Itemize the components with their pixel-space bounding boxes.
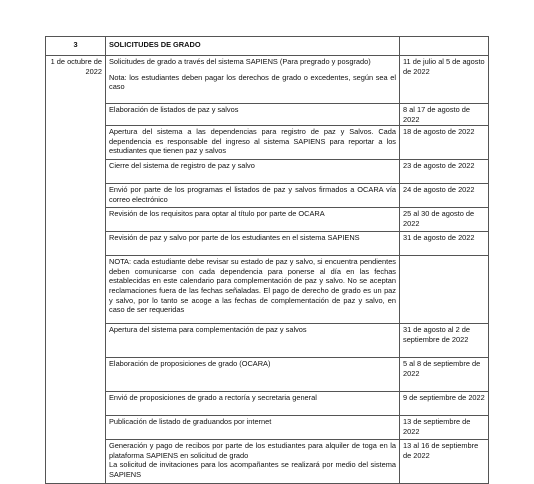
table-row (46, 56, 489, 104)
table-row (46, 256, 489, 324)
date-cell: 31 de agosto de 2022 (400, 232, 489, 256)
section-title: SOLICITUDES DE GRADO (106, 37, 400, 56)
table-row (46, 440, 489, 484)
table-row (46, 104, 489, 126)
activity-cell (106, 56, 400, 104)
table-row (46, 232, 489, 256)
activity-cell (106, 440, 400, 484)
activity-text: Generación y pago de recibos por parte de los estudiantes para alquiler de toga en la plataforma SAPIENS en solicitud de grado (109, 441, 396, 460)
table-row (46, 416, 489, 440)
start-date-cell: 1 de octubre de 2022 (46, 56, 106, 484)
table-row (46, 126, 489, 160)
activity-cell: Apertura del sistema para complementación de paz y salvos (106, 324, 400, 358)
date-cell: 24 de agosto de 2022 (400, 184, 489, 208)
date-cell: 9 de septiembre de 2022 (400, 392, 489, 416)
activity-cell: Revisión de paz y salvo por parte de los estudiantes en el sistema SAPIENS (106, 232, 400, 256)
date-cell: 23 de agosto de 2022 (400, 160, 489, 184)
date-cell: 13 de septiembre de 2022 (400, 416, 489, 440)
table-row (46, 392, 489, 416)
activity-cell: Elaboración de proposiciones de grado (OCARA) (106, 358, 400, 392)
date-cell: 25 al 30 de agosto de 2022 (400, 208, 489, 232)
table-row (46, 184, 489, 208)
activity-cell: Elaboración de listados de paz y salvos (106, 104, 400, 126)
activity-cell: Revisión de los requisitos para optar al título por parte de OCARA (106, 208, 400, 232)
table-row (46, 160, 489, 184)
table-row (46, 358, 489, 392)
activity-cell: Publicación de listado de graduandos por internet (106, 416, 400, 440)
activity-text: Solicitudes de grado a través del sistema SAPIENS (Para pregrado y posgrado) (109, 57, 371, 66)
activity-note: Nota: los estudiantes deben pagar los derechos de grado o excedentes, según sea el caso (109, 72, 396, 92)
note-cell: NOTA: cada estudiante debe revisar su estado de paz y salvo, si encuentra pendientes deben comunicarse con cada dependencia para ponerse al día en las fechas establecidas en este calendario para complementación de paz y salvo. No se aceptan reclamaciones fuera de las fechas señaladas. El pago de derecho de grado es un paz y salvo, por lo tanto se acoge a las fechas de complementación de paz y salvo, en caso de ser requeridas (106, 256, 400, 324)
activity-text-2: La solicitud de invitaciones para los acompañantes se realizará por medio del sistema SAPIENS (109, 460, 396, 479)
date-cell (400, 256, 489, 324)
activity-cell: Apertura del sistema a las dependencias para registro de paz y Salvos. Cada dependencia es responsable del ingreso al sistema SAPIENS para reportar a los estudiantes que tienen paz y salvos (106, 126, 400, 160)
section-header-row (46, 37, 489, 56)
section-header-empty (400, 37, 489, 56)
date-cell: 8 al 17 de agosto de 2022 (400, 104, 489, 126)
activity-cell: Envió por parte de los programas el listados de paz y salvos firmados a OCARA vía correo electrónico (106, 184, 400, 208)
date-cell: 18 de agosto de 2022 (400, 126, 489, 160)
date-cell: 13 al 16 de septiembre de 2022 (400, 440, 489, 484)
date-cell: 31 de agosto al 2 de septiembre de 2022 (400, 324, 489, 358)
table-row (46, 324, 489, 358)
academic-calendar-table (45, 36, 489, 484)
activity-cell: Envió de proposiciones de grado a rectoría y secretaria general (106, 392, 400, 416)
date-cell: 5 al 8 de septiembre de 2022 (400, 358, 489, 392)
activity-cell: Cierre del sistema de registro de paz y salvo (106, 160, 400, 184)
date-cell: 11 de julio al 5 de agosto de 2022 (400, 56, 489, 104)
section-number: 3 (46, 37, 106, 56)
table-row (46, 208, 489, 232)
